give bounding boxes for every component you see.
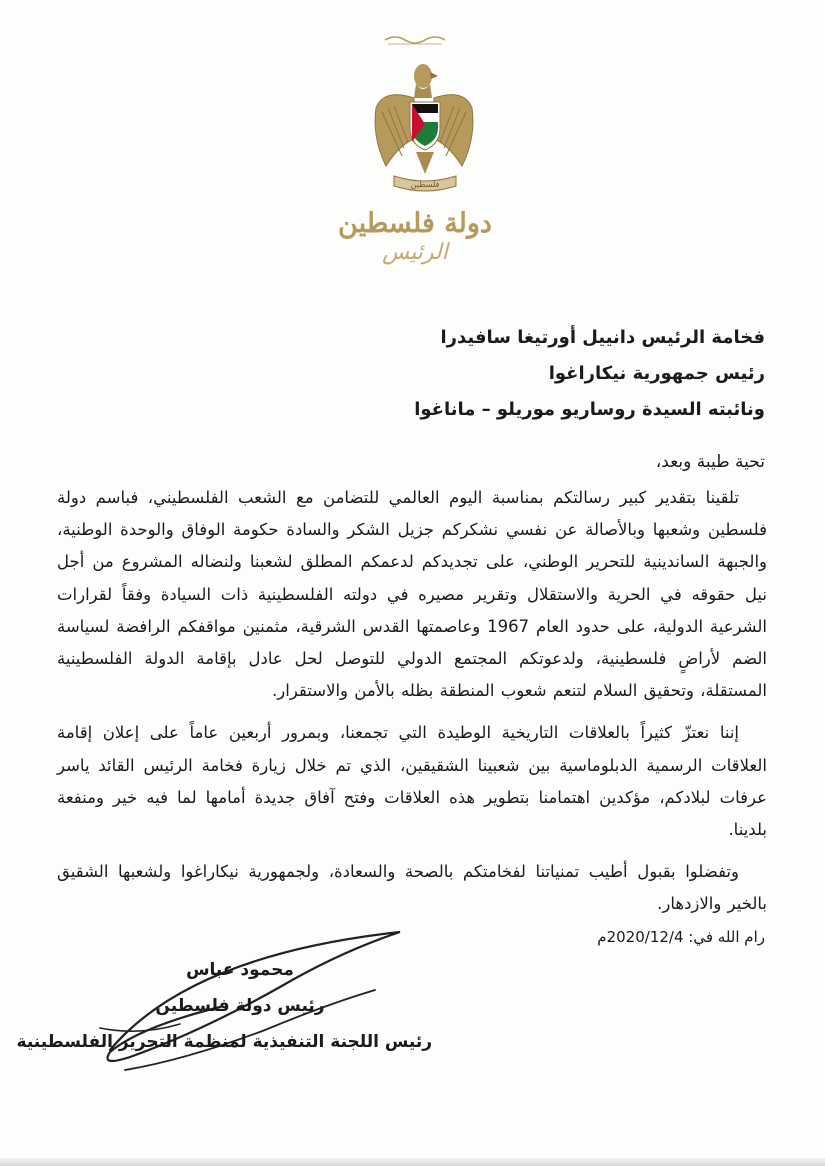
addressee-line-2: رئيس جمهورية نيكاراغوا [548, 363, 765, 384]
signatory-title-1: رئيس دولة فلسطين [155, 996, 325, 1016]
date-line: رام الله في: 2020/12/4م [597, 928, 765, 946]
addressee-line-1: فخامة الرئيس دانييل أورتيغا سافيدرا [440, 327, 765, 348]
paragraph-2: إننا نعتزّ كثيراً بالعلاقات التاريخية الوطيدة التي تجمعنا، وبمرور أربعين عاماً على إعلان إقامة العلاقات الرسمية الدبلوماسية بين شعبينا الشقيقين، الذي تم خلال زيارة فخامة الرئيس القائد ياسر عرفات لبلادكم، مؤكدين اهتمامنا بتطوير هذه العلاقات وفتح آفاق جديدة أمامها لما فيه خير ومنفعة بلدينا. [57, 723, 767, 840]
signatory-name: محمود عباس [186, 960, 294, 980]
letterhead [330, 28, 500, 265]
office-title: الرئيس [382, 240, 448, 265]
addressee-line-3: ونائبته السيدة روساريو موريلو – ماناغوا [414, 399, 765, 420]
state-name: دولة فلسطين [338, 208, 492, 239]
signatory-title-2: رئيس اللجنة التنفيذية لمنظمة التحرير الفلسطينية [16, 1032, 432, 1052]
letter-body [57, 482, 767, 931]
salutation: تحية طيبة وبعد، [655, 452, 765, 472]
scan-edge [0, 1158, 825, 1166]
eagle-emblem-icon [330, 28, 500, 208]
paragraph-1: تلقينا بتقدير كبير رسالتكم بمناسبة اليوم العالمي للتضامن مع الشعب الفلسطيني، فباسم دولة فلسطين وشعبها وبالأصالة عن نفسي نشكركم جزيل الشكر والسادة حكومة الوفاق والوحدة الوطنية، والجبهة الساندينية للتحرير الوطني، على تجديدكم لدعمكم المطلق لشعبنا ولنضاله المشروع من أجل نيل حقوقه في الحرية والاستقلال وتقرير مصيره في دولته الفلسطينية ذات السيادة وفقاً لقرارات الشرعية الدولية، على حدود العام 1967 وعاصمتها القدس الشرقية، مثمنين مواقفكم الرافضة لسياسة الضم لأراضٍ فلسطينية، ولدعوتكم المجتمع الدولي للتوصل لحل عادل بإقامة الدولة الفلسطينية المستقلة، وتحقيق السلام لتنعم شعوب المنطقة بظله بالأمن والاستقرار. [57, 488, 767, 701]
emblem-caption: فلسطين [410, 180, 440, 189]
paragraph-3: وتفضلوا بقبول أطيب تمنياتنا لفخامتكم بالصحة والسعادة، ولجمهورية نيكاراغوا ولشعبها الشقيق بالخير والازدهار. [57, 862, 767, 914]
addressee-block [265, 320, 765, 428]
signature-block [16, 952, 432, 1060]
